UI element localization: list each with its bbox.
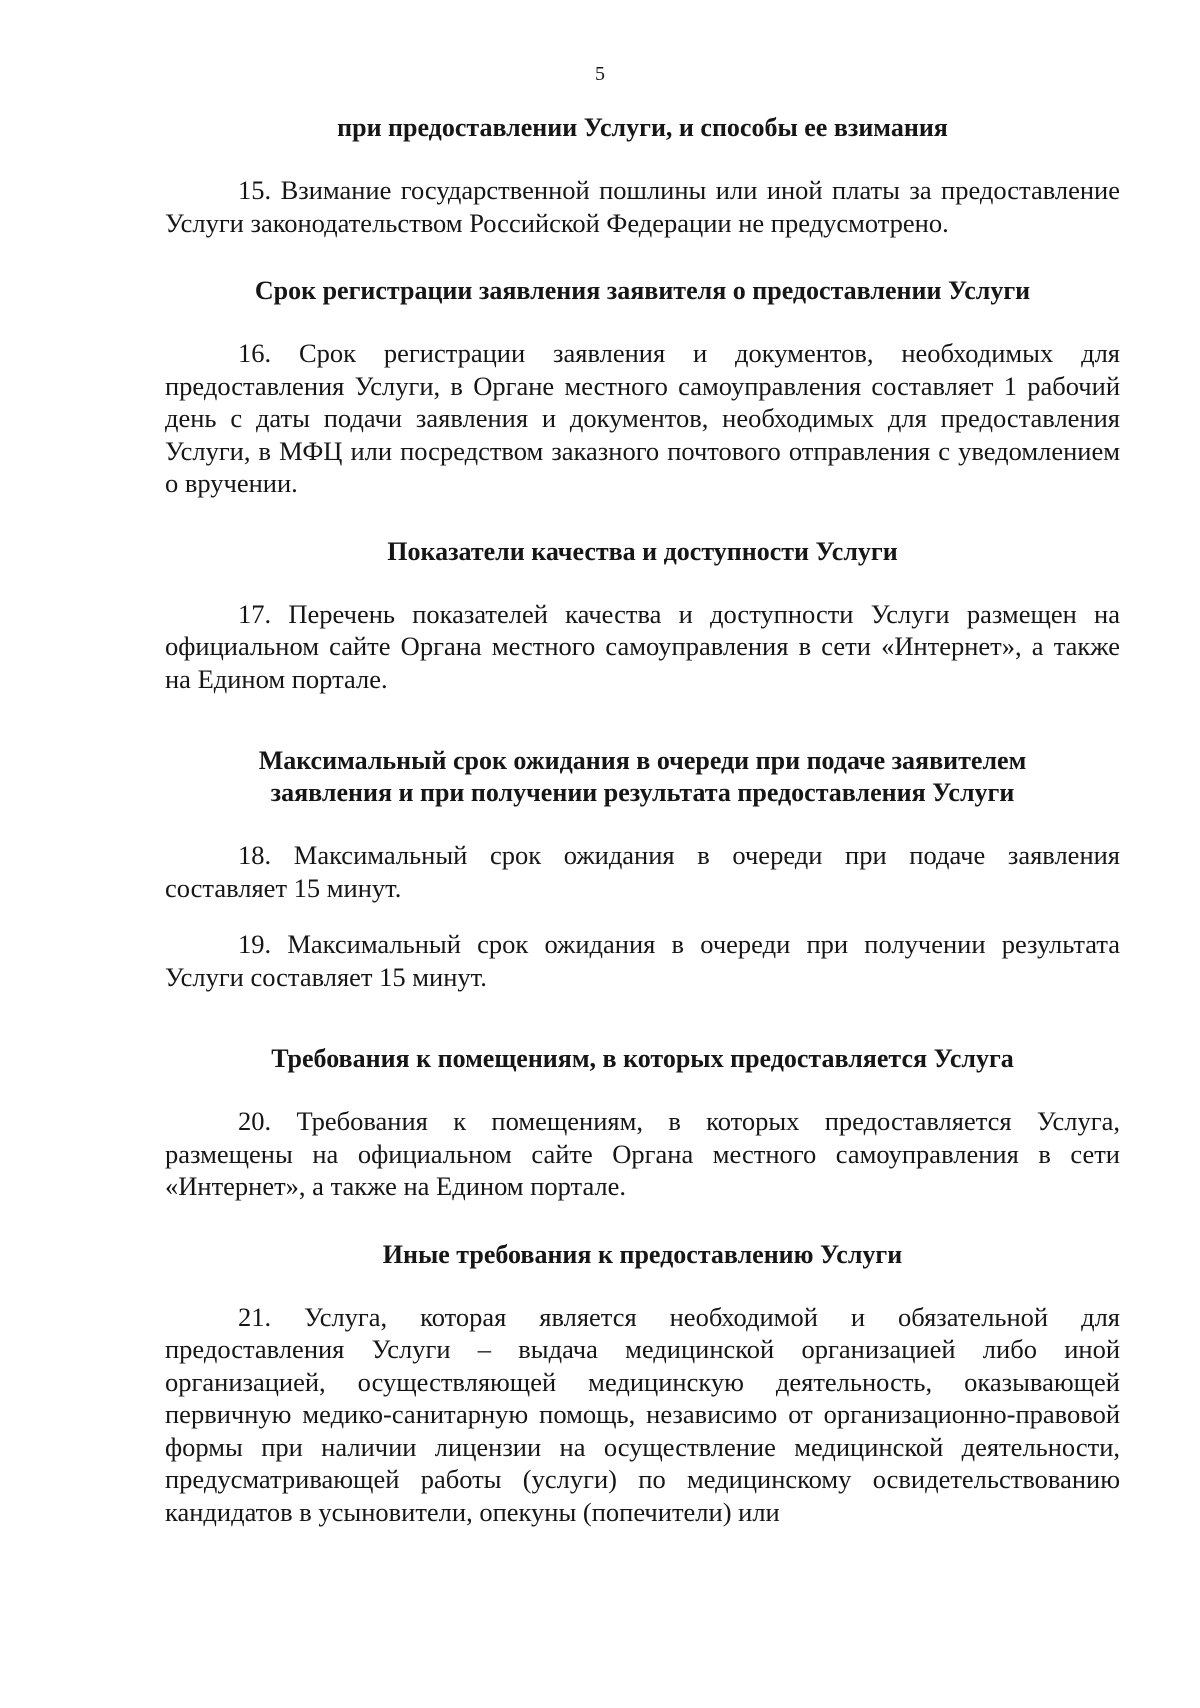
paragraph-21: 21. Услуга, которая является необходимой и обязательной для предоставления Услуги – выдача медицинской организацией либо иной организацией, осуществляющей медицинскую деятельность, оказывающей первичную медико-санитарную помощь, независимо от организационно-правовой формы при наличии лицензии на осуществление медицинской деятельности, предусматривающей работы (услуги) по медицинскому освидетельствованию кандидатов в усыновители, опекуны (попечители) или — [165, 1301, 1120, 1527]
paragraph-18: 18. Максимальный срок ожидания в очереди при подаче заявления составляет 15 минут. — [165, 840, 1120, 903]
paragraph-17: 17. Перечень показателей качества и доступности Услуги размещен на официальном сайте Органа местного самоуправления в сети «Интернет», а также на Едином портале. — [165, 598, 1120, 694]
section-heading-queue-waiting-time — [165, 745, 1120, 809]
heading-line: Срок регистрации заявления заявителя о предоставлении Услуги — [254, 276, 1031, 305]
section-heading-payment-methods — [165, 112, 1120, 144]
heading-line: Показатели качества и доступности Услуги — [387, 536, 898, 566]
paragraph-20: 20. Требования к помещениям, в которых предоставляется Услуга, размещены на официальном сайте Органа местного самоуправления в сети «Интернет», а также на Едином портале. — [165, 1106, 1120, 1201]
heading-line: Максимальный срок ожидания в очереди при подаче заявителем — [258, 746, 1027, 775]
section-heading-premises-requirements — [165, 1043, 1120, 1075]
paragraph-19: 19. Максимальный срок ожидания в очереди при получении результата Услуги составляет 15 минут. — [165, 929, 1120, 992]
document-body — [165, 112, 1120, 1528]
heading-line: Требования к помещениям, в которых предоставляется Услуга — [271, 1044, 1014, 1073]
heading-line: заявления и при получении результата предоставления Услуги — [270, 778, 1015, 807]
paragraph-15: 15. Взимание государственной пошлины или иной платы за предоставление Услуги законодательством Российской Федерации не предусмотрено. — [165, 175, 1120, 238]
heading-line: Иные требования к предоставлению Услуги — [382, 1239, 903, 1269]
section-heading-quality-indicators — [165, 536, 1120, 568]
section-heading-registration-period — [165, 275, 1120, 307]
section-heading-other-requirements — [165, 1239, 1120, 1271]
page-number: 5 — [595, 63, 605, 85]
paragraph-16: 16. Срок регистрации заявления и документов, необходимых для предоставления Услуги, в Органе местного самоуправления составляет 1 рабочий день с даты подачи заявления и документов, необходимых для предоставления Услуги, в МФЦ или посредством заказного почтового отправления с уведомлением о вручении. — [165, 338, 1120, 498]
heading-line: при предоставлении Услуги, и способы ее взимания — [337, 113, 948, 142]
